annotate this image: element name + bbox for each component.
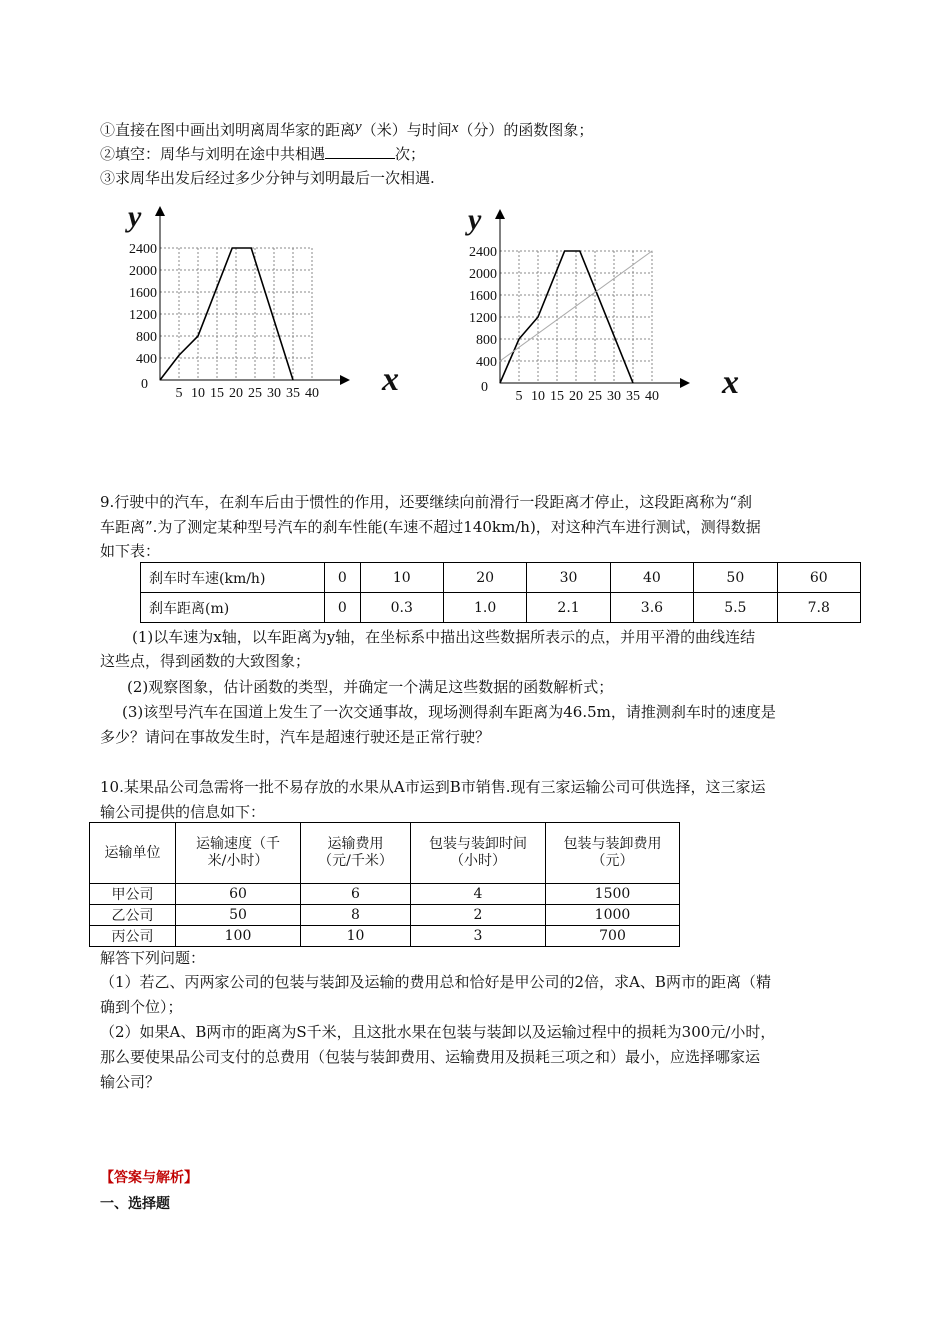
y-tick-label: 800 (136, 330, 157, 345)
header-cell: 包装与装卸费用（元） (546, 823, 680, 884)
cell: 50 (176, 905, 301, 926)
table-row (90, 884, 680, 905)
x-tick-label: 30 (607, 389, 621, 404)
cell: 20 (443, 563, 526, 593)
answers-title: 【答案与解析】 (100, 1170, 198, 1186)
x-tick-label: 40 (305, 386, 319, 401)
x-tick-label: 25 (248, 386, 262, 401)
cell: 3.6 (610, 593, 693, 623)
x-tick-label: 5 (515, 389, 523, 404)
data-point (519, 339, 520, 340)
q8-item1 (100, 120, 593, 141)
cell: 2.1 (527, 593, 610, 623)
header-cell: 运输速度（千米/小时） (176, 823, 301, 884)
cell: 6 (301, 884, 411, 905)
cell: 1000 (546, 905, 680, 926)
x-tick-label: 35 (286, 386, 300, 401)
cell: 7.8 (777, 593, 860, 623)
q8-item2 (100, 144, 425, 164)
x-tick-label: 10 (191, 386, 205, 401)
var-x: x (451, 120, 459, 136)
q10-sub1: 确到个位）； (100, 998, 183, 1016)
q9-sub3: (3)该型号汽车在国道上发生了一次交通事故，现场测得刹车距离为46.5m，请推测刹车时的速度是 (122, 703, 776, 721)
q10-sub2: 输公司？ (100, 1073, 161, 1091)
q9-sub1: 这些点，得到函数的大致图象； (100, 652, 311, 670)
origin-label: 0 (141, 377, 148, 392)
data-point (232, 248, 233, 249)
y-tick-label: 1600 (129, 286, 157, 301)
x-axis-label: x (382, 361, 399, 398)
origin-label: 0 (481, 380, 488, 395)
y-tick-label: 2400 (129, 242, 157, 257)
row-label: 刹车距离(m) (141, 593, 325, 623)
x-tick-label: 15 (550, 389, 564, 404)
data-point (579, 251, 580, 252)
cell: 甲公司 (90, 884, 176, 905)
cell: 乙公司 (90, 905, 176, 926)
text: （米）与时间 (361, 121, 452, 139)
table-row (90, 926, 680, 947)
text: ②填空：周华与刘明在途中共相遇 (100, 145, 326, 163)
y-tick-label: 1600 (469, 289, 497, 304)
x-axis-arrow-icon (340, 375, 350, 385)
braking-table (140, 562, 861, 623)
q9-sub1: (1)以车速为x轴，以车距离为y轴，在坐标系中描出这些数据所表示的点，并用平滑的曲线连结 (132, 628, 756, 646)
x-tick-label: 5 (175, 386, 183, 401)
q9-text: 如下表： (100, 542, 161, 560)
data-point (198, 336, 199, 337)
q10-text: 输公司提供的信息如下： (100, 803, 266, 821)
x-tick-label: 10 (531, 389, 545, 404)
x-axis-label: x (722, 364, 739, 401)
x-tick-label: 35 (626, 389, 640, 404)
table-row (141, 593, 861, 623)
x-tick-label: 30 (267, 386, 281, 401)
q9-text: 车距离”.为了测定某种型号汽车的刹车性能(车速不超过140km/h)，对这种汽车进行测试，测得数据 (100, 518, 761, 536)
header-cell: 包装与装卸时间（小时） (411, 823, 546, 884)
cell: 40 (610, 563, 693, 593)
y-tick-label: 2400 (469, 245, 497, 260)
cell: 50 (694, 563, 777, 593)
data-point (633, 383, 634, 384)
table-row (141, 563, 861, 593)
y-tick-label: 2000 (129, 264, 157, 279)
cell: 10 (301, 926, 411, 947)
x-axis-arrow-icon (680, 378, 690, 388)
cell: 1500 (546, 884, 680, 905)
cell: 60 (176, 884, 301, 905)
header-cell: 运输单位 (90, 823, 176, 884)
cell: 0.3 (360, 593, 443, 623)
function-graphs (0, 198, 950, 418)
x-tick-label: 40 (645, 389, 659, 404)
data-point (500, 361, 501, 362)
y-tick-label: 1200 (129, 308, 157, 323)
q10-text: 10.某果品公司急需将一批不易存放的水果从A市运到B市销售.现有三家运输公司可供选择，这三家运 (100, 778, 766, 796)
cell: 1.0 (443, 593, 526, 623)
answer-blank[interactable] (325, 144, 395, 159)
transport-table (89, 822, 680, 947)
cell: 30 (527, 563, 610, 593)
cell: 2 (411, 905, 546, 926)
cell: 0 (325, 563, 361, 593)
y-axis-label: y (128, 200, 142, 233)
data-point (160, 380, 161, 381)
y-tick-label: 800 (476, 333, 497, 348)
text: （分）的函数图象； (458, 121, 594, 139)
text: ①直接在图中画出刘明离周华家的距离 (100, 121, 356, 139)
q9-sub3: 多少？请问在事故发生时，汽车是超速行驶还是正常行驶？ (100, 728, 491, 746)
cell: 3 (411, 926, 546, 947)
cell: 8 (301, 905, 411, 926)
cell: 60 (777, 563, 860, 593)
cell: 100 (176, 926, 301, 947)
header-cell: 运输费用（元/千米） (301, 823, 411, 884)
y-tick-label: 2000 (469, 267, 497, 282)
y-tick-label: 400 (476, 355, 497, 370)
table-row (90, 905, 680, 926)
y-axis-label: y (468, 203, 482, 236)
q10-sub2: （2）如果A、B两市的距离为S千米，且这批水果在包装与装卸以及运输过程中的损耗为300元/小时， (100, 1023, 776, 1041)
q9-sub2: (2)观察图象，估计函数的类型，并确定一个满足这些数据的函数解析式； (127, 678, 614, 696)
data-point (652, 251, 653, 252)
cell: 0 (325, 593, 361, 623)
q8-item3: ③求周华出发后经过多少分钟与刘明最后一次相遇. (100, 169, 435, 187)
cell: 5.5 (694, 593, 777, 623)
cell: 4 (411, 884, 546, 905)
x-tick-label: 15 (210, 386, 224, 401)
x-tick-label: 20 (569, 389, 583, 404)
y-axis-arrow-icon (495, 209, 505, 219)
y-tick-label: 400 (136, 352, 157, 367)
q10-intro: 解答下列问题： (100, 949, 206, 967)
cell: 丙公司 (90, 926, 176, 947)
q9-text: 9.行驶中的汽车，在刹车后由于惯性的作用，还要继续向前滑行一段距离才停止，这段距离称为“刹 (100, 493, 752, 511)
row-label: 刹车时车速(km/h) (141, 563, 325, 593)
var-y: y (355, 119, 362, 135)
cell: 700 (546, 926, 680, 947)
data-point (564, 251, 565, 252)
x-tick-label: 25 (588, 389, 602, 404)
data-point (500, 383, 501, 384)
data-point (538, 317, 539, 318)
y-tick-label: 1200 (469, 311, 497, 326)
cell: 10 (360, 563, 443, 593)
q10-sub2: 那么要使果品公司支付的总费用（包装与装卸费用、运输费用及损耗三项之和）最小，应选择哪家运 (100, 1048, 761, 1066)
table-header (90, 823, 680, 884)
data-point (293, 380, 294, 381)
x-tick-label: 20 (229, 386, 243, 401)
text: 次； (395, 145, 426, 163)
q10-sub1: （1）若乙、丙两家公司的包装与装卸及运输的费用总和恰好是甲公司的2倍，求A、B两市的距离（精 (100, 973, 771, 991)
y-axis-arrow-icon (155, 206, 165, 216)
data-point (179, 355, 180, 356)
section-heading: 一、选择题 (100, 1196, 170, 1212)
data-point (251, 248, 252, 249)
